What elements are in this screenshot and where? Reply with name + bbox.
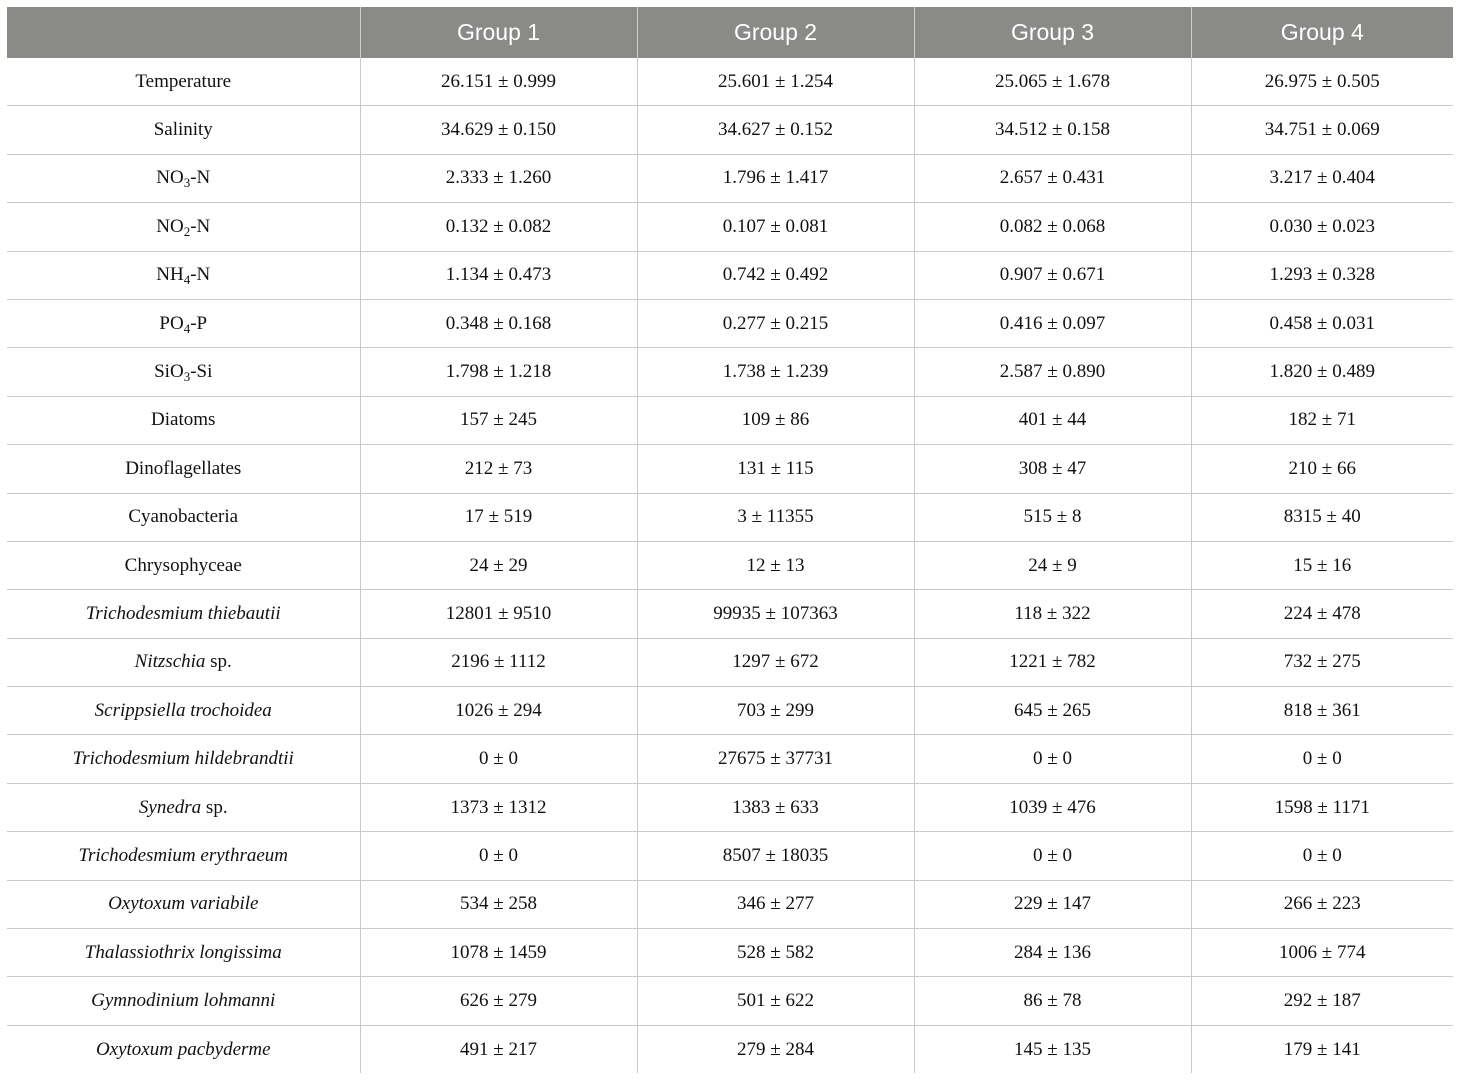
table-row xyxy=(7,348,1453,396)
row-label: Oxytoxum variabile xyxy=(7,880,360,928)
cell-value: 534 ± 258 xyxy=(360,880,637,928)
table-row xyxy=(7,735,1453,783)
table-row xyxy=(7,299,1453,347)
cell-value: 1383 ± 633 xyxy=(637,783,914,831)
row-label xyxy=(7,203,360,251)
cell-value: 0 ± 0 xyxy=(360,832,637,880)
cell-value: 2.333 ± 1.260 xyxy=(360,154,637,202)
cell-value: 24 ± 29 xyxy=(360,541,637,589)
label-text: NO xyxy=(156,167,184,189)
data-table xyxy=(7,7,1453,1073)
cell-value: 0 ± 0 xyxy=(360,735,637,783)
table-row xyxy=(7,493,1453,541)
cell-value: 212 ± 73 xyxy=(360,445,637,493)
row-label xyxy=(7,299,360,347)
cell-value: 157 ± 245 xyxy=(360,396,637,444)
table-row xyxy=(7,58,1453,106)
cell-value: 501 ± 622 xyxy=(637,977,914,1025)
cell-value: 17 ± 519 xyxy=(360,493,637,541)
table-row xyxy=(7,203,1453,251)
cell-value: 1.820 ± 0.489 xyxy=(1191,348,1453,396)
table-row xyxy=(7,832,1453,880)
cell-value: 0.742 ± 0.492 xyxy=(637,251,914,299)
label-text: SiO xyxy=(154,361,184,383)
row-label xyxy=(7,251,360,299)
row-label: Trichodesmium hildebrandtii xyxy=(7,735,360,783)
row-label: Diatoms xyxy=(7,396,360,444)
cell-value: 0 ± 0 xyxy=(1191,735,1453,783)
cell-value: 86 ± 78 xyxy=(914,977,1191,1025)
cell-value: 25.601 ± 1.254 xyxy=(637,58,914,106)
cell-value: 0.348 ± 0.168 xyxy=(360,299,637,347)
cell-value: 1039 ± 476 xyxy=(914,783,1191,831)
cell-value: 1598 ± 1171 xyxy=(1191,783,1453,831)
label-subscript: 4 xyxy=(183,320,191,336)
label-text-suffix: -N xyxy=(190,167,211,189)
table-row xyxy=(7,445,1453,493)
species-suffix: sp. xyxy=(205,651,232,673)
row-label: Trichodesmium erythraeum xyxy=(7,832,360,880)
cell-value: 8507 ± 18035 xyxy=(637,832,914,880)
row-label: Trichodesmium thiebautii xyxy=(7,590,360,638)
cell-value: 1.134 ± 0.473 xyxy=(360,251,637,299)
cell-value: 266 ± 223 xyxy=(1191,880,1453,928)
cell-value: 2.587 ± 0.890 xyxy=(914,348,1191,396)
table-row xyxy=(7,541,1453,589)
table-row xyxy=(7,154,1453,202)
cell-value: 145 ± 135 xyxy=(914,1025,1191,1073)
table-row xyxy=(7,783,1453,831)
cell-value: 0.416 ± 0.097 xyxy=(914,299,1191,347)
label-text-suffix: -N xyxy=(190,215,211,237)
row-label xyxy=(7,348,360,396)
label-text-suffix: -N xyxy=(190,264,211,286)
label-text: PO xyxy=(159,312,184,334)
cell-value: 626 ± 279 xyxy=(360,977,637,1025)
cell-value: 27675 ± 37731 xyxy=(637,735,914,783)
cell-value: 109 ± 86 xyxy=(637,396,914,444)
cell-value: 0.030 ± 0.023 xyxy=(1191,203,1453,251)
header-cell-empty xyxy=(7,7,360,58)
row-label: Gymnodinium lohmanni xyxy=(7,977,360,1025)
cell-value: 12801 ± 9510 xyxy=(360,590,637,638)
species-name: Nitzschia xyxy=(134,651,206,673)
cell-value: 224 ± 478 xyxy=(1191,590,1453,638)
cell-value: 0.107 ± 0.081 xyxy=(637,203,914,251)
label-text-suffix: -P xyxy=(190,312,208,334)
header-cell-group-4: Group 4 xyxy=(1191,7,1453,58)
cell-value: 732 ± 275 xyxy=(1191,638,1453,686)
cell-value: 0.277 ± 0.215 xyxy=(637,299,914,347)
cell-value: 25.065 ± 1.678 xyxy=(914,58,1191,106)
cell-value: 15 ± 16 xyxy=(1191,541,1453,589)
cell-value: 1.798 ± 1.218 xyxy=(360,348,637,396)
cell-value: 131 ± 115 xyxy=(637,445,914,493)
table-row xyxy=(7,880,1453,928)
cell-value: 1078 ± 1459 xyxy=(360,929,637,977)
cell-value: 8315 ± 40 xyxy=(1191,493,1453,541)
label-text: NO xyxy=(156,215,184,237)
cell-value: 1026 ± 294 xyxy=(360,687,637,735)
cell-value: 24 ± 9 xyxy=(914,541,1191,589)
cell-value: 0 ± 0 xyxy=(1191,832,1453,880)
label-subscript: 3 xyxy=(183,175,191,191)
cell-value: 818 ± 361 xyxy=(1191,687,1453,735)
header-cell-group-1: Group 1 xyxy=(360,7,637,58)
data-table-container xyxy=(7,7,1453,1073)
table-row xyxy=(7,929,1453,977)
label-text: NH xyxy=(156,264,184,286)
row-label: Chrysophyceae xyxy=(7,541,360,589)
cell-value: 182 ± 71 xyxy=(1191,396,1453,444)
table-row xyxy=(7,106,1453,154)
table-row xyxy=(7,1025,1453,1073)
row-label xyxy=(7,783,360,831)
cell-value: 26.151 ± 0.999 xyxy=(360,58,637,106)
cell-value: 1.293 ± 0.328 xyxy=(1191,251,1453,299)
cell-value: 3 ± 11355 xyxy=(637,493,914,541)
cell-value: 279 ± 284 xyxy=(637,1025,914,1073)
cell-value: 34.629 ± 0.150 xyxy=(360,106,637,154)
cell-value: 1.738 ± 1.239 xyxy=(637,348,914,396)
row-label xyxy=(7,154,360,202)
cell-value: 2.657 ± 0.431 xyxy=(914,154,1191,202)
row-label: Scrippsiella trochoidea xyxy=(7,687,360,735)
cell-value: 0.907 ± 0.671 xyxy=(914,251,1191,299)
cell-value: 229 ± 147 xyxy=(914,880,1191,928)
cell-value: 12 ± 13 xyxy=(637,541,914,589)
row-label: Oxytoxum pacbyderme xyxy=(95,1038,271,1060)
cell-value: 34.512 ± 0.158 xyxy=(914,106,1191,154)
cell-value: 118 ± 322 xyxy=(914,590,1191,638)
cell-value: 26.975 ± 0.505 xyxy=(1191,58,1453,106)
row-label: Dinoflagellates xyxy=(7,445,360,493)
cell-value: 308 ± 47 xyxy=(914,445,1191,493)
cell-value: 645 ± 265 xyxy=(914,687,1191,735)
cell-value: 515 ± 8 xyxy=(914,493,1191,541)
cell-value: 99935 ± 107363 xyxy=(637,590,914,638)
species-name: Synedra xyxy=(138,796,202,818)
cell-value: 346 ± 277 xyxy=(637,880,914,928)
table-row xyxy=(7,590,1453,638)
cell-value: 401 ± 44 xyxy=(914,396,1191,444)
cell-value: 0 ± 0 xyxy=(914,832,1191,880)
label-subscript: 4 xyxy=(183,272,191,288)
cell-value: 34.627 ± 0.152 xyxy=(637,106,914,154)
cell-value: 0.132 ± 0.082 xyxy=(360,203,637,251)
cell-value: 528 ± 582 xyxy=(637,929,914,977)
cell-value: 0.458 ± 0.031 xyxy=(1191,299,1453,347)
cell-value: 2196 ± 1112 xyxy=(360,638,637,686)
cell-value: 703 ± 299 xyxy=(637,687,914,735)
cell-value: 34.751 ± 0.069 xyxy=(1191,106,1453,154)
table-row xyxy=(7,638,1453,686)
row-label: Thalassiothrix longissima xyxy=(7,929,360,977)
cell-value: 0 ± 0 xyxy=(914,735,1191,783)
cell-value: 1221 ± 782 xyxy=(914,638,1191,686)
row-label: Salinity xyxy=(7,106,360,154)
cell-value: 292 ± 187 xyxy=(1191,977,1453,1025)
cell-value: 1.796 ± 1.417 xyxy=(637,154,914,202)
table-row xyxy=(7,251,1453,299)
label-subscript: 3 xyxy=(183,369,191,385)
header-cell-group-2: Group 2 xyxy=(637,7,914,58)
label-text-suffix: -Si xyxy=(190,361,213,383)
table-row xyxy=(7,396,1453,444)
row-label xyxy=(7,638,360,686)
cell-value: 284 ± 136 xyxy=(914,929,1191,977)
label-subscript: 2 xyxy=(183,223,191,239)
cell-value: 1297 ± 672 xyxy=(637,638,914,686)
header-cell-group-3: Group 3 xyxy=(914,7,1191,58)
species-suffix: sp. xyxy=(201,796,228,818)
row-label: Cyanobacteria xyxy=(7,493,360,541)
row-label: Temperature xyxy=(7,58,360,106)
cell-value: 210 ± 66 xyxy=(1191,445,1453,493)
cell-value: 1373 ± 1312 xyxy=(360,783,637,831)
cell-value: 0.082 ± 0.068 xyxy=(914,203,1191,251)
cell-value: 179 ± 141 xyxy=(1191,1025,1453,1073)
table-row xyxy=(7,687,1453,735)
cell-value: 1006 ± 774 xyxy=(1191,929,1453,977)
cell-value: 491 ± 217 xyxy=(360,1025,637,1073)
header-row xyxy=(7,7,1453,58)
table-row xyxy=(7,977,1453,1025)
cell-value: 3.217 ± 0.404 xyxy=(1191,154,1453,202)
